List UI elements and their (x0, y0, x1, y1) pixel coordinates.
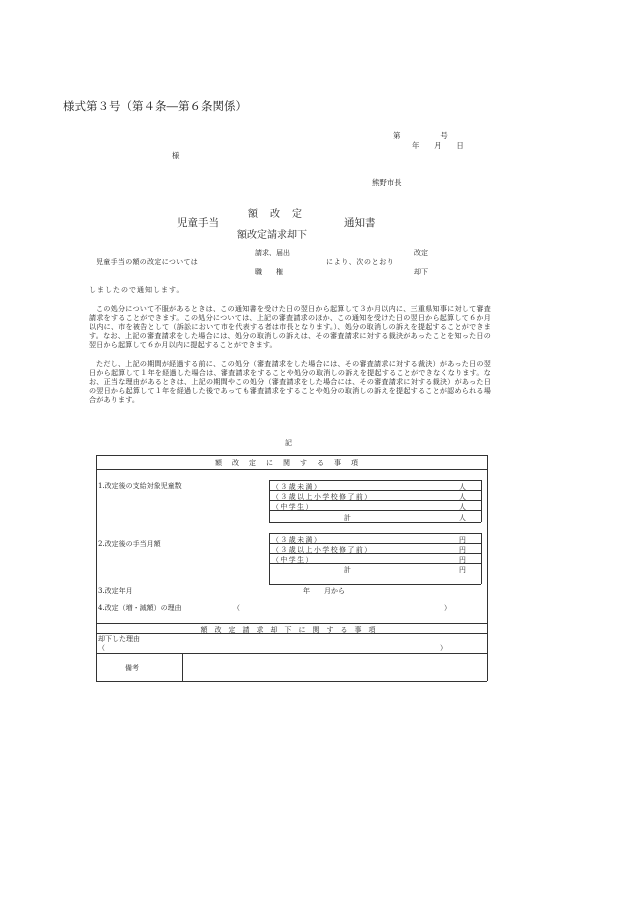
amount-unit: 円 (459, 566, 468, 574)
amount-row-under3: （３歳未満） (272, 536, 323, 544)
issue-date: 年 月 日 (412, 141, 464, 150)
amount-row-junior-high: （中学生） (272, 556, 314, 564)
amount-unit: 円 (459, 536, 468, 544)
intro-option-revise: 改定 (414, 249, 428, 257)
rejection-reason-label: 却下した理由 (98, 635, 140, 643)
intro-tail: しましたので通知します。 (89, 286, 185, 294)
title-prefix: 児童手当 (177, 217, 219, 229)
child-count-label: 1.改定後の支給対象児童数 (98, 482, 182, 490)
title-option-rejection: 額改定請求却下 (237, 230, 307, 241)
title-option-revision: 額 改 定 (248, 209, 303, 220)
revision-month-label: 3.改定年月 (98, 587, 133, 595)
ki-marker: 記 (285, 439, 292, 447)
appeal-paragraph-1: この処分について不服があるときは、この通知書を受けた日の翌日から起算して３か月以内に、三重県知事に対して審査請求をすることができます。この処分については、上記の審査請求のほか、この通知を受けた日の翌日から起算して６か月以内に、市を被告として（訴訟において市を代表する者は市長となります。）、処分の取消しの訴えを提起することができます。なお、上記の審査請求をした場合には、処分の取消しの訴えは、その審査請求に対する裁決があったことを知った日の翌日から起算して６か月以内に提起することができます。 (89, 304, 491, 350)
count-row-under3: （３歳未満） (272, 483, 323, 491)
issuer-name: 熊野市長 (372, 178, 402, 187)
appeal-paragraph-2: ただし、上記の期間が経過する前に、この処分（審査請求をした場合には、その審査請求に対する裁決）があった日の翌日から起算して１年を経過した場合は、審査請求をすることや処分の取消しの訴えを提起することができなくなります。なお、正当な理由があるときは、上記の期間やこの処分（審査請求をした場合には、その審査請求に対する裁決）があった日の翌日から起算して１年を経過した後であっても審査請求をすることや処分の取消しの訴えを提起することが認められる場合があります。 (89, 359, 491, 405)
amount-row-total: 計 (344, 566, 353, 574)
count-row-total: 計 (344, 514, 353, 522)
amount-unit: 円 (459, 546, 468, 554)
revision-reason-label: 4.改定（増・減額）の理由 (98, 604, 182, 612)
revision-reason-open-paren: （ (233, 604, 240, 612)
document-number: 第 号 (393, 131, 449, 140)
count-unit: 人 (459, 483, 468, 491)
intro-option-ex-officio: 職 権 (255, 268, 283, 276)
revision-month-value: 年 月から (303, 587, 345, 595)
count-unit: 人 (459, 514, 468, 522)
form-heading: 様式第３号（第４条―第６条関係） (63, 99, 247, 113)
rejection-reason-open-paren: （ (98, 644, 105, 652)
count-row-junior-high: （中学生） (272, 503, 314, 511)
count-unit: 人 (459, 493, 468, 501)
intro-option-request: 請求、届出 (255, 249, 290, 257)
count-unit: 人 (459, 503, 468, 511)
monthly-amount-label: 2.改定後の手当月額 (98, 540, 161, 548)
rejection-section-header: 額改定請求却下に関する事項 (200, 626, 383, 634)
remarks-label: 備考 (125, 664, 139, 672)
amount-row-3-to-elementary: （３歳以上小学校修了前） (272, 546, 373, 554)
count-row-3-to-elementary: （３歳以上小学校修了前） (272, 493, 373, 501)
addressee-suffix: 様 (172, 151, 180, 160)
title-suffix: 通知書 (344, 217, 376, 229)
rejection-reason-close-paren: ） (440, 644, 447, 652)
intro-lead: 児童手当の額の改定については (96, 258, 199, 266)
intro-option-reject: 却下 (414, 268, 428, 276)
revision-reason-close-paren: ） (444, 604, 451, 612)
intro-mid: により、次のとおり (326, 258, 395, 266)
revision-section-header: 額改定に関する事項 (215, 459, 368, 467)
amount-unit: 円 (459, 556, 468, 564)
